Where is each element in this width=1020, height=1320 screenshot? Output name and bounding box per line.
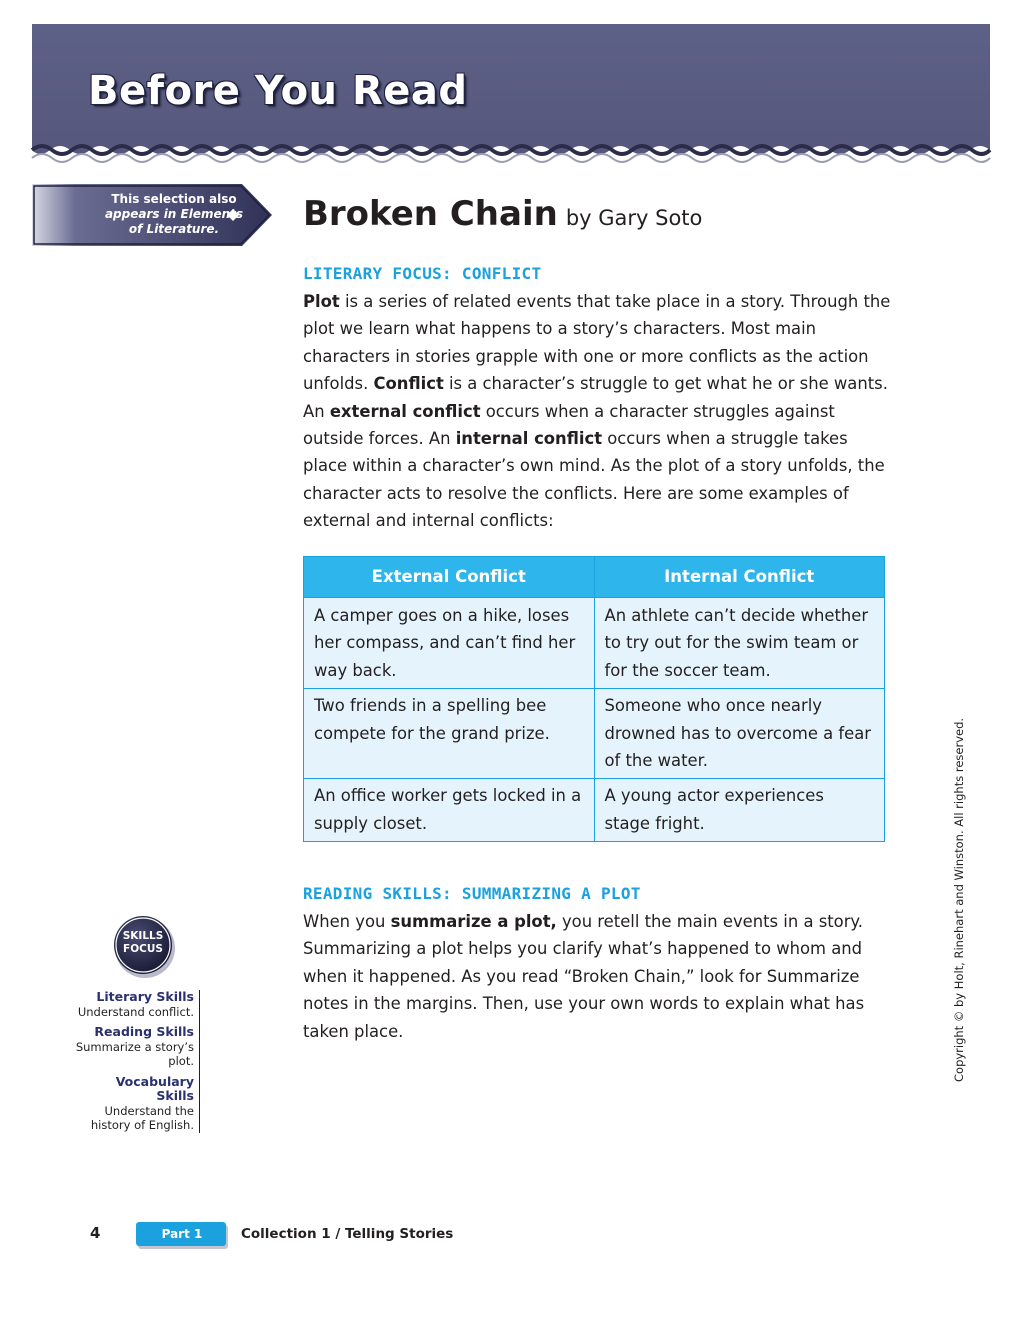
elements-of-literature-tag (32, 184, 272, 246)
skills-sidebar (60, 990, 200, 1133)
column-header-external: External Conflict (304, 557, 595, 598)
part-tab (136, 1222, 228, 1246)
literary-focus-heading: LITERARY FOCUS: CONFLICT (303, 264, 542, 283)
copyright-notice: Copyright © by Holt, Rinehart and Winston. All rights reserved. (952, 717, 966, 1082)
conflict-examples-table (303, 556, 885, 842)
term-conflict: Conflict (373, 374, 444, 394)
paragraph-text: you retell the main events in a story. Summarizing a plot helps you clarify what’s happened to whom and when it happened. As you read “Broken Chain,” look for Summarize notes in the margins. Then, use your own words to explain what has taken place. (303, 912, 865, 1041)
table-row (304, 779, 885, 842)
part-label: Part 1 (161, 1227, 203, 1241)
tag-line-2: appears in Elements (104, 207, 244, 221)
term-internal-conflict: internal conflict (455, 429, 603, 449)
banner-title: Before You Read (88, 68, 468, 114)
literary-skills-heading: Literary Skills (96, 989, 194, 1004)
paragraph-text: occurs when a struggle takes place within a character’s own mind. As the plot of a story unfolds, the character acts to resolve the conflicts. Here are some examples of external and internal conflicts: (303, 429, 885, 531)
reading-skills-label: Reading Skills (94, 1024, 194, 1039)
vocabulary-skills-desc: Understand the history of English. (90, 1103, 194, 1132)
selection-title: Broken Chain (303, 194, 558, 234)
reading-skills-heading: READING SKILLS: SUMMARIZING A PLOT (303, 884, 641, 903)
table-header-row (304, 557, 885, 598)
term-summarize-plot: summarize a plot, (390, 912, 557, 931)
term-external-conflict: external conflict (329, 401, 481, 421)
reading-skills-paragraph (303, 908, 888, 1045)
tag-line-3: of Literature. (128, 222, 220, 236)
column-header-internal: Internal Conflict (594, 557, 885, 598)
table-cell: A camper goes on a hike, loses her compass, and can’t find her way back. (304, 598, 595, 689)
table-row (304, 689, 885, 779)
page-banner (0, 0, 1020, 175)
table-cell: Two friends in a spelling bee compete for the grand prize. (304, 689, 595, 779)
table-cell: An office worker gets locked in a supply closet. (304, 779, 595, 842)
literary-skills-desc: Understand conflict. (77, 1004, 194, 1019)
table-cell: A young actor experiences stage fright. (594, 779, 885, 842)
selection-heading (303, 194, 702, 234)
skills-focus-line-2: FOCUS (123, 943, 163, 955)
table-cell: Someone who once nearly drowned has to overcome a fear of the water. (594, 689, 885, 779)
vocabulary-skills-heading: Vocabulary Skills (115, 1073, 194, 1103)
paragraph-text: is a character’s struggle to get what he or she wants. An (303, 374, 888, 421)
skills-focus-badge (112, 914, 176, 978)
skills-focus-line-1: SKILLS (122, 930, 164, 942)
table-cell: An athlete can’t decide whether to try out for the swim team or for the soccer team. (594, 598, 885, 689)
table-row (304, 598, 885, 689)
paragraph-text: occurs when a character struggles against outside forces. An (303, 401, 835, 449)
page-number: 4 (90, 1224, 101, 1242)
tag-line-1: This selection also (111, 192, 237, 206)
collection-label: Collection 1 / Telling Stories (241, 1226, 454, 1242)
reading-skills-desc: Summarize a story’s plot. (75, 1039, 194, 1068)
literary-focus-paragraph (303, 288, 893, 535)
paragraph-text: is a series of related events that take place in a story. Through the plot we learn what happens to a story’s characters. Most main characters in stories grapple with one or more conflicts as the action unfolds. (303, 292, 891, 394)
skills-focus-label (112, 930, 174, 956)
paragraph-text: When you (303, 912, 391, 931)
selection-author: by Gary Soto (565, 206, 703, 230)
term-plot: Plot (303, 292, 340, 311)
